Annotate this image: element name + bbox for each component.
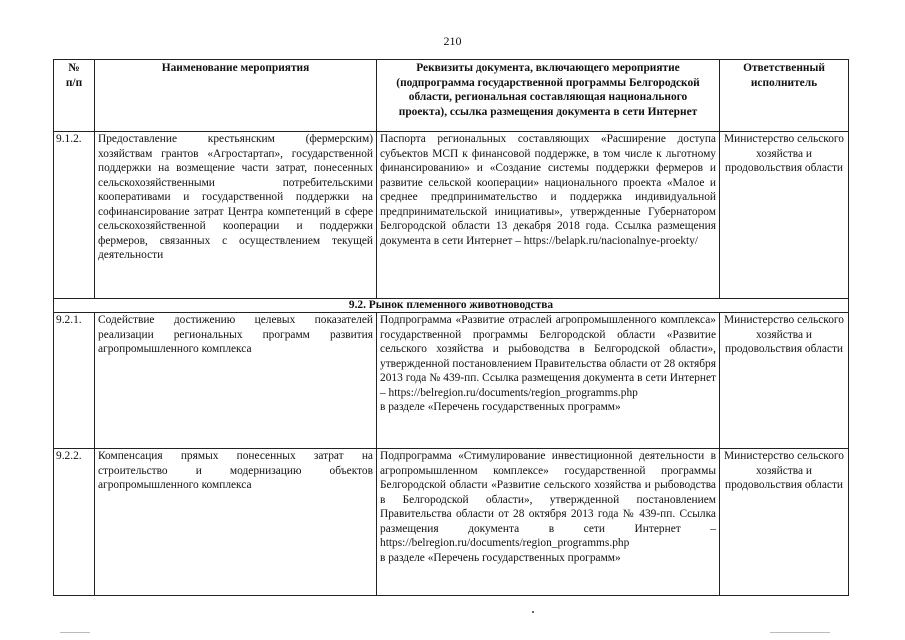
measure-name: Компенсация прямых понесенных затрат на строительство и модернизацию объектов агропромышленного комплекса xyxy=(95,449,377,596)
row-number: 9.2.2. xyxy=(54,449,95,596)
measure-name: Содействие достижению целевых показателей реализации региональных программ развития агропромышленного комплекса xyxy=(95,313,377,449)
row-number: 9.1.2. xyxy=(54,132,95,299)
table-row xyxy=(54,449,849,596)
document-details: Подпрограмма «Развитие отраслей агропромышленного комплекса» государственной программы Белгородской области «Развитие сельского хозяйства и рыбоводства в Белгородской области», утвержденной постановлением Правительства области от 28 октября 2013 года № 439-пп. Ссылка размещения документа в сети Интернет – https://belregion.ru/documents/region_programms.php в разделе «Перечень государственных программ» xyxy=(377,313,720,449)
document-details: Подпрограмма «Стимулирование инвестиционной деятельности в агропромышленном комплексе» государственной программы Белгородской области «Развитие сельского хозяйства и рыбоводства в Белгородской области», утвержденной постановлением Правительства области от 28 октября 2013 года № 439-пп. Ссылка размещения документа в сети Интернет – https://belregion.ru/documents/region_programms.php в разделе «Перечень государственных программ» xyxy=(377,449,720,596)
responsible-executor: Министерство сельского хозяйства и продовольствия области xyxy=(720,449,849,596)
scan-edge-mark xyxy=(60,632,90,633)
row-number: 9.2.1. xyxy=(54,313,95,449)
section-row xyxy=(54,299,849,313)
measure-name: Предоставление крестьянским (фермерским) хозяйствам грантов «Агростартап», государственной поддержки на возмещение части затрат, понесенных сельскохозяйственными потребительскими кооперативами и государственной поддержки на софинансирование затрат Центра компетенций в сфере сельскохозяйственной кооперации и поддержки фермеров, связанных с осуществлением текущей деятельности xyxy=(95,132,377,299)
header-name: Наименование мероприятия xyxy=(95,60,377,132)
header-num: № п/п xyxy=(54,60,95,132)
responsible-executor: Министерство сельского хозяйства и продовольствия области xyxy=(720,132,849,299)
measures-table xyxy=(53,59,849,596)
header-responsible: Ответственный исполнитель xyxy=(720,60,849,132)
scan-edge-mark xyxy=(770,632,830,633)
table-row xyxy=(54,313,849,449)
table-row xyxy=(54,132,849,299)
header-document: Реквизиты документа, включающего мероприятие (подпрограмма государственной программы Белгородской области, региональная составляющая национального проекта), ссылка размещения документа в сети Интернет xyxy=(377,60,720,132)
scan-dot xyxy=(532,611,534,613)
section-title: 9.2. Рынок племенного животноводства xyxy=(54,299,849,313)
page-number: 210 xyxy=(443,34,462,48)
table-header-row xyxy=(54,60,849,132)
responsible-executor: Министерство сельского хозяйства и продовольствия области xyxy=(720,313,849,449)
document-details: Паспорта региональных составляющих «Расширение доступа субъектов МСП к финансовой поддержке, в том числе к льготному финансированию» и «Создание системы поддержки фермеров и развитие сельской кооперации» национального проекта «Малое и среднее предпринимательство и поддержка индивидуальной предпринимательской инициативы», утвержденные Губернатором Белгородской области 13 декабря 2018 года. Ссылка размещения документа в сети Интернет – https://belapk.ru/nacionalnye-proekty/ xyxy=(377,132,720,299)
